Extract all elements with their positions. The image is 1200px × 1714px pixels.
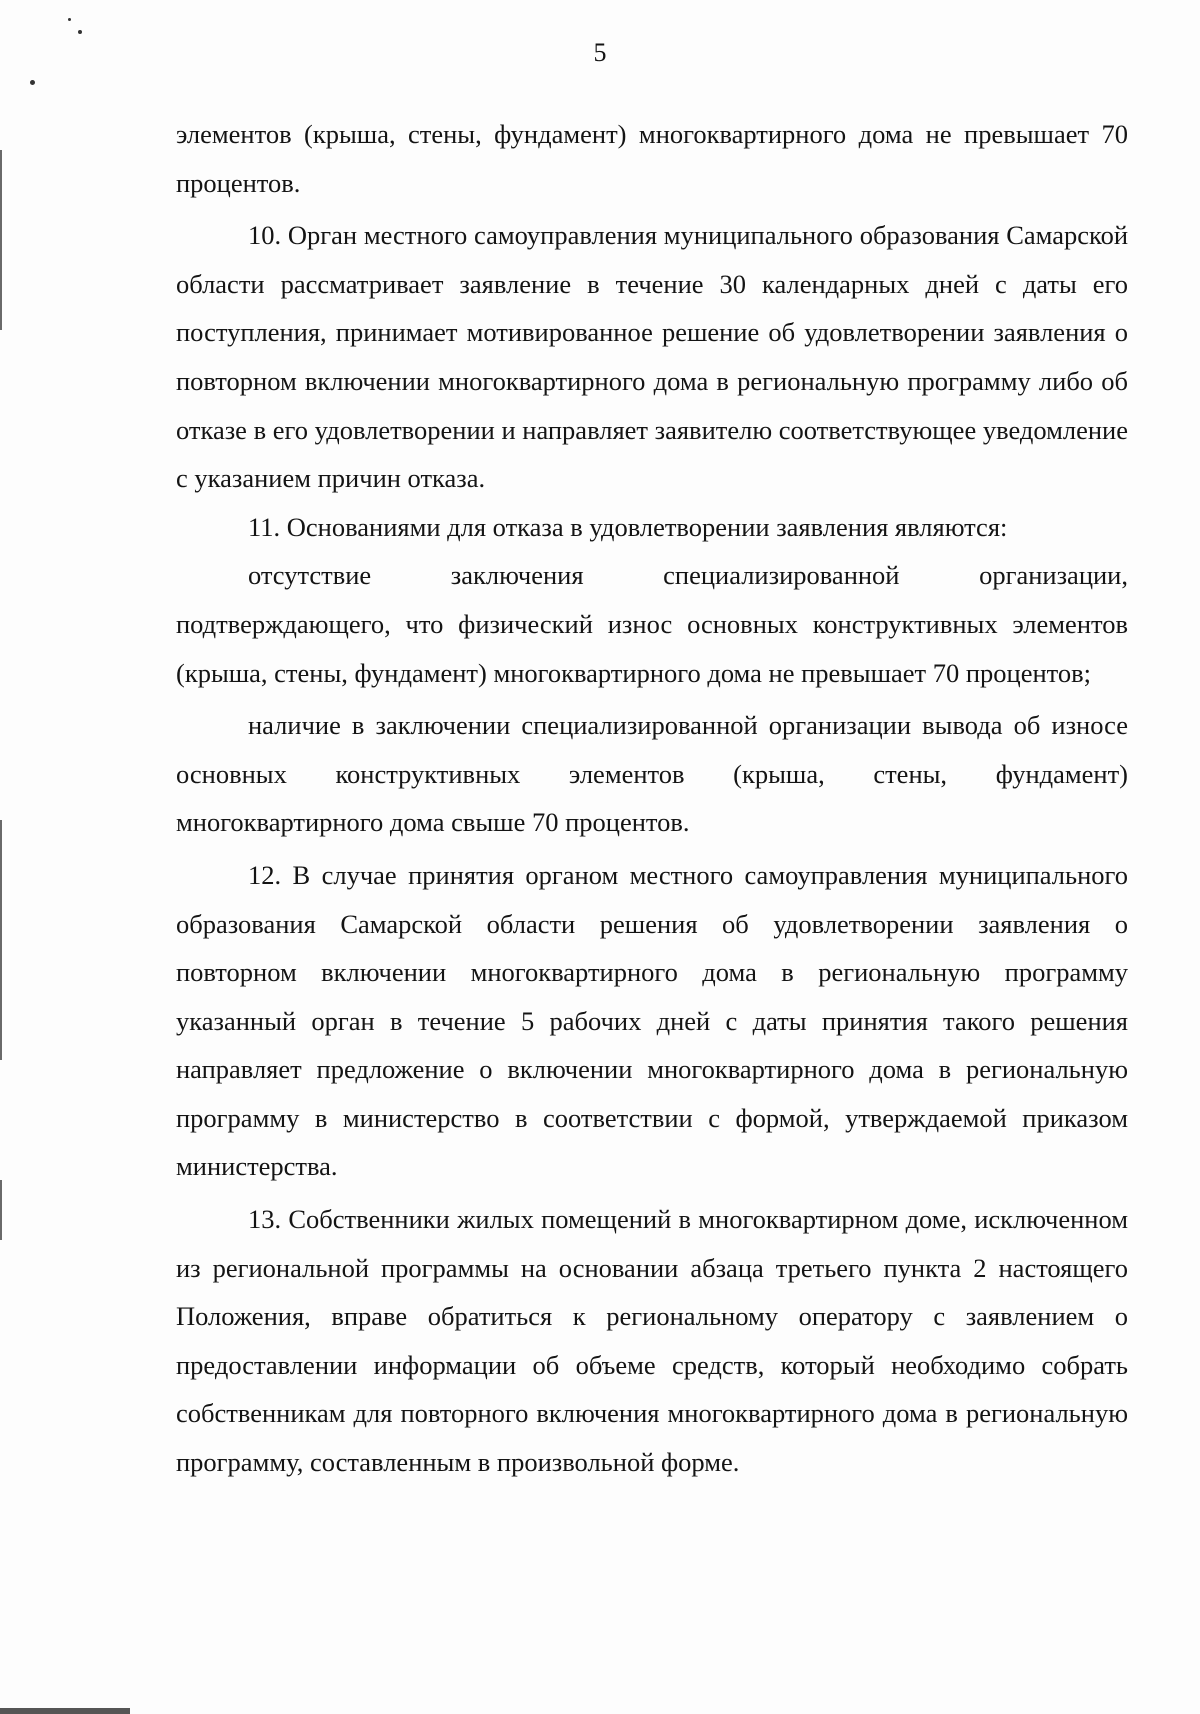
paragraph-continuation: элементов (крыша, стены, фундамент) многоквартирного дома не превышает 70 процентов.: [176, 119, 1128, 198]
scan-speck: [30, 80, 35, 85]
scan-edge-mark: [0, 820, 2, 1060]
scan-edge-mark: [0, 1180, 2, 1240]
page-number: 5: [593, 38, 607, 67]
paragraph-refusal-ground-2: наличие в заключении специализированной организации вывода об износе основных конструктивных элементов (крыша, стены, фундамент) многоквартирного дома свыше 70 процентов.: [176, 710, 1128, 838]
scan-edge-mark: [0, 150, 2, 330]
scan-speck: [68, 18, 71, 21]
scan-speck: [78, 30, 82, 34]
paragraph-item-13: 13. Собственники жилых помещений в многоквартирном доме, исключенном из региональной программы на основании абзаца третьего пункта 2 настоящего Положения, вправе обратиться к региональному оператору с заявлением о предоставлении информации об объеме средств, который необходимо собрать собственникам для повторного включения многоквартирного дома в региональную программу, составленным в произвольной форме.: [176, 1204, 1128, 1478]
paragraph-refusal-ground-1: отсутствие заключения специализированной организации, подтверждающего, что физический износ основных конструктивных элементов (крыша, стены, фундамент) многоквартирного дома не превышает 70 процентов;: [176, 560, 1128, 688]
scan-edge-shadow: [0, 1708, 130, 1714]
paragraph-item-10: 10. Орган местного самоуправления муниципального образования Самарской области рассматривает заявление в течение 30 календарных дней с даты его поступления, принимает мотивированное решение об удовлетворении заявления о повторном включении многоквартирного дома в региональную программу либо об отказе в его удовлетворении и направляет заявителю соответствующее уведомление с указанием причин отказа.: [176, 220, 1128, 494]
paragraph-item-12: 12. В случае принятия органом местного самоуправления муниципального образования Самарской области решения об удовлетворении заявления о повторном включении многоквартирного дома в региональную программу указанный орган в течение 5 рабочих дней с даты принятия такого решения направляет предложение о включении многоквартирного дома в региональную программу в министерство в соответствии с формой, утверждаемой приказом министерства.: [176, 859, 1128, 1182]
paragraph-item-11: 11. Основаниями для отказа в удовлетворении заявления являются:: [248, 511, 1008, 542]
document-body: [176, 110, 1128, 1487]
